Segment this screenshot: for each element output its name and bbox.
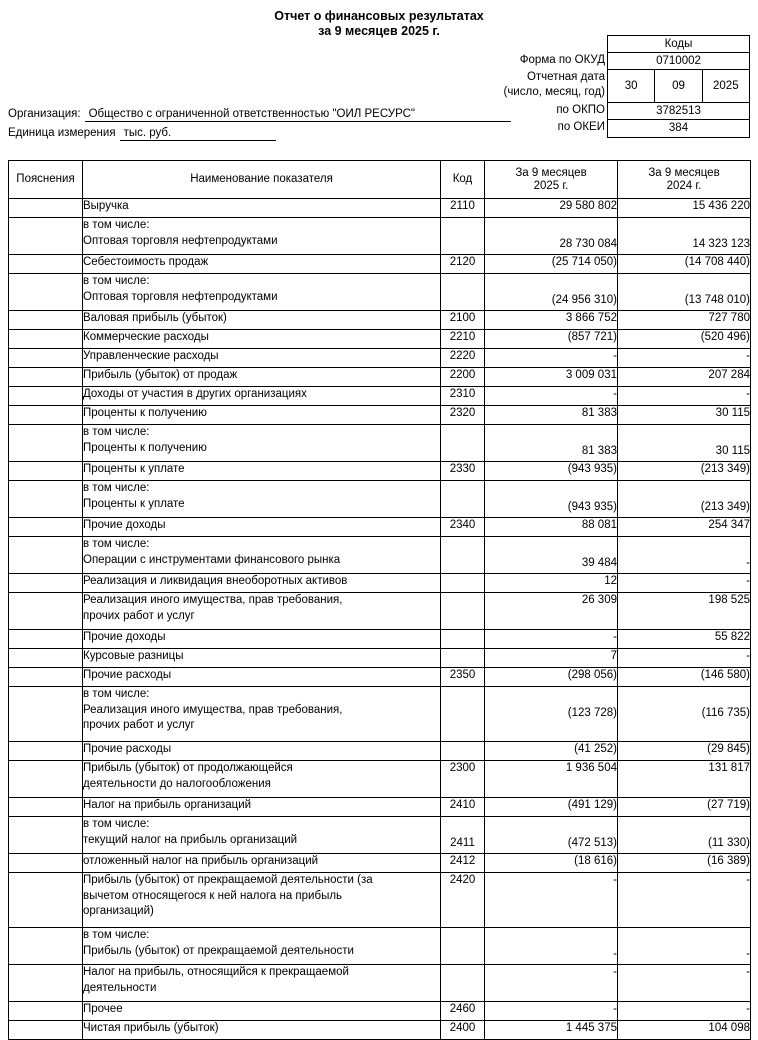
th-code: Код — [441, 161, 485, 199]
table-row — [9, 630, 751, 649]
row-indicator-name: Валовая прибыль (убыток) — [83, 311, 441, 330]
row-value-previous: (213 349) — [618, 462, 751, 481]
table-row — [9, 368, 751, 387]
row-code: 2350 — [441, 668, 485, 687]
table-row — [9, 537, 751, 574]
table-row — [9, 218, 751, 255]
row-value-current: 28 730 084 — [485, 218, 618, 255]
row-value-current: (24 956 310) — [485, 274, 618, 311]
row-value-current: (18 616) — [485, 854, 618, 873]
row-code: 2420 — [441, 873, 485, 928]
row-explanations-cell — [9, 406, 83, 425]
row-value-current: - — [485, 873, 618, 928]
codes-box — [607, 35, 750, 138]
row-indicator-name: в том числе: Оптовая торговля нефтепродуктами — [83, 274, 441, 311]
th-current-period — [485, 161, 618, 199]
row-code: 2100 — [441, 311, 485, 330]
okei-label: по ОКЕИ — [557, 121, 605, 133]
row-explanations-cell — [9, 1002, 83, 1021]
row-explanations-cell — [9, 649, 83, 668]
organization-label: Организация: — [8, 108, 81, 120]
table-row — [9, 311, 751, 330]
row-value-current: 26 309 — [485, 593, 618, 630]
table-row — [9, 593, 751, 630]
row-value-current: - — [485, 1002, 618, 1021]
row-value-previous: - — [618, 873, 751, 928]
row-indicator-name: Чистая прибыль (убыток) — [83, 1021, 441, 1040]
row-explanations-cell — [9, 368, 83, 387]
table-row — [9, 668, 751, 687]
row-code — [441, 630, 485, 649]
row-value-previous: (520 496) — [618, 330, 751, 349]
row-value-current: - — [485, 349, 618, 368]
row-explanations-cell — [9, 817, 83, 854]
row-value-previous: 254 347 — [618, 518, 751, 537]
row-code — [441, 274, 485, 311]
row-explanations-cell — [9, 387, 83, 406]
row-indicator-name: в том числе: Реализация иного имущества, прав требования, прочих работ и услуг — [83, 687, 441, 742]
page-title: Отчет о финансовых результатах — [274, 9, 484, 23]
row-indicator-name: Прочие доходы — [83, 630, 441, 649]
row-indicator-name: Прибыль (убыток) от продаж — [83, 368, 441, 387]
row-explanations-cell — [9, 330, 83, 349]
table-row — [9, 817, 751, 854]
row-indicator-name: Прибыль (убыток) от продолжающейся деятельности до налогообложения — [83, 761, 441, 798]
reporting-date-day: 30 — [608, 70, 655, 102]
th-previous-line2: 2024 г. — [666, 179, 702, 192]
row-value-current: - — [485, 965, 618, 1002]
th-explanations: Пояснения — [9, 161, 83, 199]
row-value-previous: 131 817 — [618, 761, 751, 798]
row-code — [441, 928, 485, 965]
table-row — [9, 742, 751, 761]
row-indicator-name: Прочие расходы — [83, 668, 441, 687]
row-code: 2340 — [441, 518, 485, 537]
organization-value: Общество с ограниченной ответственностью "ОИЛ РЕСУРС" — [85, 108, 511, 122]
row-code: 2310 — [441, 387, 485, 406]
row-indicator-name: в том числе: Прибыль (убыток) от прекращаемой деятельности — [83, 928, 441, 965]
row-value-previous: (146 580) — [618, 668, 751, 687]
okud-value: 0710002 — [656, 55, 701, 67]
row-explanations-cell — [9, 1021, 83, 1040]
row-explanations-cell — [9, 199, 83, 218]
th-previous-period — [618, 161, 751, 199]
row-indicator-name: в том числе: Оптовая торговля нефтепродуктами — [83, 218, 441, 255]
row-value-current: 39 484 — [485, 537, 618, 574]
row-explanations-cell — [9, 481, 83, 518]
row-indicator-name: Доходы от участия в других организациях — [83, 387, 441, 406]
okpo-row — [608, 103, 749, 120]
title-block — [0, 0, 758, 39]
row-code: 2300 — [441, 761, 485, 798]
row-value-current: (298 056) — [485, 668, 618, 687]
row-code: 2110 — [441, 199, 485, 218]
row-indicator-name: Прочее — [83, 1002, 441, 1021]
table-row — [9, 1002, 751, 1021]
row-explanations-cell — [9, 761, 83, 798]
codes-header-row — [608, 36, 749, 53]
table-row — [9, 873, 751, 928]
row-code: 2400 — [441, 1021, 485, 1040]
row-value-current: 81 383 — [485, 406, 618, 425]
table-body — [9, 199, 751, 1040]
unit-value: тыс. руб. — [120, 127, 276, 141]
row-value-previous: - — [618, 649, 751, 668]
table-row — [9, 761, 751, 798]
reporting-date-label — [275, 69, 605, 102]
row-explanations-cell — [9, 928, 83, 965]
th-previous-line1: За 9 месяцев — [648, 166, 720, 179]
row-value-current: 3 009 031 — [485, 368, 618, 387]
row-value-previous: - — [618, 387, 751, 406]
row-code: 2200 — [441, 368, 485, 387]
row-indicator-name: Курсовые разницы — [83, 649, 441, 668]
row-code: 2210 — [441, 330, 485, 349]
row-value-current: 12 — [485, 574, 618, 593]
row-value-current: (123 728) — [485, 687, 618, 742]
row-value-previous: 55 822 — [618, 630, 751, 649]
table-row — [9, 274, 751, 311]
table-row — [9, 406, 751, 425]
row-indicator-name: Проценты к уплате — [83, 462, 441, 481]
row-value-current: 1 445 375 — [485, 1021, 618, 1040]
okud-row — [608, 53, 749, 70]
row-code — [441, 537, 485, 574]
row-explanations-cell — [9, 274, 83, 311]
unit-line — [8, 127, 276, 141]
row-explanations-cell — [9, 873, 83, 928]
row-code — [441, 218, 485, 255]
row-value-previous: (16 389) — [618, 854, 751, 873]
row-value-current: - — [485, 928, 618, 965]
th-current-line1: За 9 месяцев — [515, 166, 587, 179]
row-indicator-name: в том числе: текущий налог на прибыль организаций — [83, 817, 441, 854]
row-explanations-cell — [9, 668, 83, 687]
table-row — [9, 649, 751, 668]
row-explanations-cell — [9, 742, 83, 761]
row-value-current: 88 081 — [485, 518, 618, 537]
row-value-previous: 207 284 — [618, 368, 751, 387]
row-explanations-cell — [9, 462, 83, 481]
row-explanations-cell — [9, 965, 83, 1002]
row-explanations-cell — [9, 425, 83, 462]
table-row — [9, 518, 751, 537]
row-value-current: - — [485, 387, 618, 406]
th-current-line2: 2025 г. — [533, 179, 569, 192]
reporting-date-label-line1: Отчетная дата — [526, 71, 605, 83]
table-row — [9, 854, 751, 873]
row-code — [441, 574, 485, 593]
row-explanations-cell — [9, 349, 83, 368]
table-row — [9, 574, 751, 593]
table-head — [9, 161, 751, 199]
row-value-previous: - — [618, 1002, 751, 1021]
row-value-current: (491 129) — [485, 798, 618, 817]
reporting-date-year: 2025 — [713, 80, 739, 92]
row-value-previous: (11 330) — [618, 817, 751, 854]
organization-line — [8, 108, 511, 122]
row-value-previous: 30 115 — [618, 406, 751, 425]
okpo-label: по ОКПО — [556, 104, 605, 116]
table-row — [9, 687, 751, 742]
row-indicator-name: в том числе: Проценты к уплате — [83, 481, 441, 518]
table-row — [9, 349, 751, 368]
row-indicator-name: Прочие расходы — [83, 742, 441, 761]
row-value-previous: (14 708 440) — [618, 255, 751, 274]
row-explanations-cell — [9, 687, 83, 742]
table-row — [9, 1021, 751, 1040]
row-indicator-name: Проценты к получению — [83, 406, 441, 425]
row-code: 2320 — [441, 406, 485, 425]
row-explanations-cell — [9, 798, 83, 817]
row-value-current: 29 580 802 — [485, 199, 618, 218]
th-indicator-name: Наименование показателя — [83, 161, 441, 199]
row-value-current: (25 714 050) — [485, 255, 618, 274]
row-indicator-name: Реализация иного имущества, прав требования, прочих работ и услуг — [83, 593, 441, 630]
row-explanations-cell — [9, 593, 83, 630]
reporting-date-label-line2: (число, месяц, год) — [503, 86, 605, 98]
row-value-current: 1 936 504 — [485, 761, 618, 798]
row-code — [441, 425, 485, 462]
row-value-current: (943 935) — [485, 462, 618, 481]
row-value-current: 3 866 752 — [485, 311, 618, 330]
row-value-previous: - — [618, 349, 751, 368]
row-value-previous: (116 735) — [618, 687, 751, 742]
reporting-date-row — [608, 70, 749, 103]
row-indicator-name: Реализация и ликвидация внеоборотных активов — [83, 574, 441, 593]
row-code: 2412 — [441, 854, 485, 873]
table-row — [9, 481, 751, 518]
financial-results-table — [8, 160, 751, 1040]
row-value-previous: 14 323 123 — [618, 218, 751, 255]
table-header-row — [9, 161, 751, 199]
okei-value: 384 — [668, 122, 689, 134]
table-row — [9, 199, 751, 218]
row-indicator-name: Себестоимость продаж — [83, 255, 441, 274]
table-row — [9, 462, 751, 481]
row-code — [441, 481, 485, 518]
row-value-current: (41 252) — [485, 742, 618, 761]
okud-label: Форма по ОКУД — [519, 54, 605, 66]
row-indicator-name: Коммерческие расходы — [83, 330, 441, 349]
row-indicator-name: Налог на прибыль организаций — [83, 798, 441, 817]
row-code — [441, 593, 485, 630]
row-indicator-name: Управленческие расходы — [83, 349, 441, 368]
row-explanations-cell — [9, 255, 83, 274]
row-indicator-name: в том числе: Операции с инструментами финансового рынка — [83, 537, 441, 574]
row-value-previous: 104 098 — [618, 1021, 751, 1040]
row-value-previous: (13 748 010) — [618, 274, 751, 311]
codes-header: Коды — [664, 38, 693, 50]
table-row — [9, 965, 751, 1002]
unit-label: Единица измерения — [8, 127, 116, 139]
okpo-value: 3782513 — [656, 105, 701, 117]
reporting-date-month: 09 — [655, 70, 702, 102]
row-code: 2330 — [441, 462, 485, 481]
row-value-previous: 30 115 — [618, 425, 751, 462]
okei-row — [608, 120, 749, 137]
row-code — [441, 687, 485, 742]
row-code — [441, 965, 485, 1002]
row-indicator-name: Прибыль (убыток) от прекращаемой деятельности (за вычетом относящегося к ней налога на прибыль организаций) — [83, 873, 441, 928]
row-explanations-cell — [9, 854, 83, 873]
row-explanations-cell — [9, 574, 83, 593]
row-code: 2460 — [441, 1002, 485, 1021]
row-indicator-name: в том числе: Проценты к получению — [83, 425, 441, 462]
table-row — [9, 330, 751, 349]
row-value-previous: - — [618, 574, 751, 593]
row-indicator-name: Налог на прибыль, относящийся к прекращаемой деятельности — [83, 965, 441, 1002]
row-explanations-cell — [9, 537, 83, 574]
table-row — [9, 798, 751, 817]
row-indicator-name: отложенный налог на прибыль организаций — [83, 854, 441, 873]
row-explanations-cell — [9, 218, 83, 255]
table-row — [9, 255, 751, 274]
row-value-current: 7 — [485, 649, 618, 668]
row-value-previous: - — [618, 965, 751, 1002]
row-value-previous: (29 845) — [618, 742, 751, 761]
row-code — [441, 742, 485, 761]
row-explanations-cell — [9, 630, 83, 649]
row-code: 2120 — [441, 255, 485, 274]
row-code: 2220 — [441, 349, 485, 368]
row-value-previous: - — [618, 537, 751, 574]
row-value-previous: 198 525 — [618, 593, 751, 630]
row-value-current: (943 935) — [485, 481, 618, 518]
table-row — [9, 387, 751, 406]
row-code: 2411 — [441, 817, 485, 854]
table-row — [9, 928, 751, 965]
row-value-previous: (213 349) — [618, 481, 751, 518]
row-value-previous: - — [618, 928, 751, 965]
row-indicator-name: Прочие доходы — [83, 518, 441, 537]
row-value-current: 81 383 — [485, 425, 618, 462]
row-value-previous: 15 436 220 — [618, 199, 751, 218]
row-value-previous: 727 780 — [618, 311, 751, 330]
row-value-current: (472 513) — [485, 817, 618, 854]
row-explanations-cell — [9, 518, 83, 537]
row-code — [441, 649, 485, 668]
table-row — [9, 425, 751, 462]
row-explanations-cell — [9, 311, 83, 330]
row-value-current: (857 721) — [485, 330, 618, 349]
row-indicator-name: Выручка — [83, 199, 441, 218]
row-value-previous: (27 719) — [618, 798, 751, 817]
row-code: 2410 — [441, 798, 485, 817]
row-value-current: - — [485, 630, 618, 649]
page-subtitle: за 9 месяцев 2025 г. — [318, 24, 440, 38]
